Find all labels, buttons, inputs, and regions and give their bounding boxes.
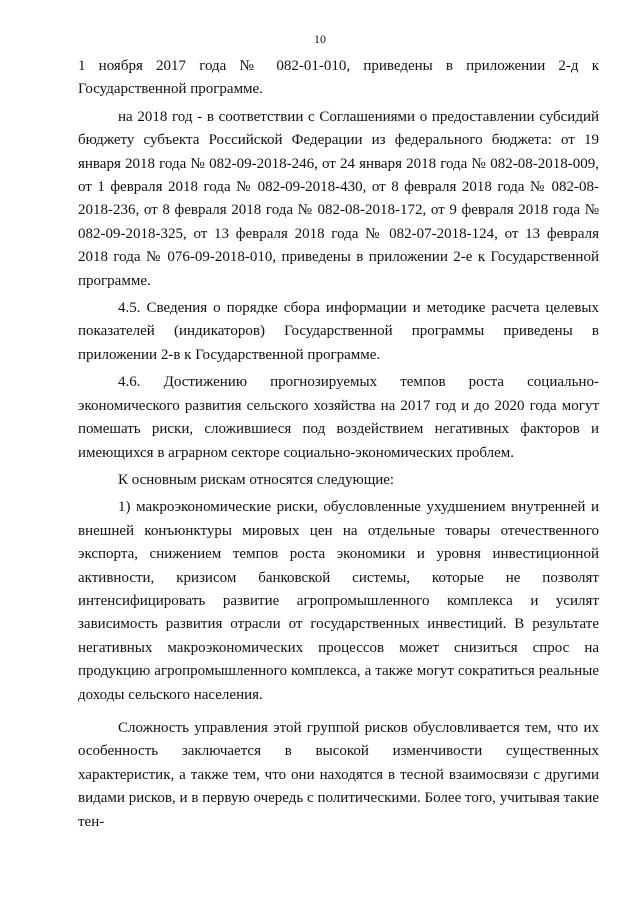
document-body: [78, 55, 599, 834]
paragraph-risk-management: Сложность управления этой группой рисков обусловливается тем, что их особенность заключается в высокой изменчивости существенных характеристик, а также тем, что они находятся в тесной взаимосвязи с другими видами рисков, и в первую очередь с политическими. Более того, учитывая такие тен-: [78, 719, 599, 830]
paragraph-4-5: 4.5. Сведения о порядке сбора информации и методике расчета целевых показателей (индикаторов) Государственной программы приведены в приложении 2-в к Государственной программе.: [78, 300, 599, 363]
paragraph-continuation: 1 ноября 2017 года № 082-01-010, приведены в приложении 2-д к Государственной программе.: [78, 58, 599, 98]
paragraph-main-risks: К основным рискам относятся следующие:: [118, 471, 395, 488]
paragraph-2018-agreements: на 2018 год - в соответствии с Соглашениями о предоставлении субсидий бюджету субъекта Российской Федерации из федерального бюджета: от 19 января 2018 года № 082-09-2018-246, от 24 января 2018 года № 082-08-2018-009, от 1 февраля 2018 года № 082-09-2018-430, от 8 февраля 2018 года № 082-08-2018-236, от 8 февраля 2018 года № 082-08-2018-172, от 9 февраля 2018 года № 082-09-2018-325, от 13 февраля 2018 года № 082-07-2018-124, от 13 февраля 2018 года № 076-09-2018-010, приведены в приложении 2-е к Государственной программе.: [78, 108, 599, 289]
paragraph-4-6: 4.6. Достижению прогнозируемых темпов роста социально-экономического развития сельского хозяйства на 2017 год и до 2020 года могут помешать риски, сложившиеся под воздействием негативных факторов и имеющихся в аграрном секторе социально-экономических проблем.: [78, 374, 599, 461]
paragraph-macroeconomic-risks: 1) макроэкономические риски, обусловленные ухудшением внутренней и внешней конъюнктуры мировых цен на отдельные товары отечественного экспорта, снижением темпов роста экономики и уровня инвестиционной активности, кризисом банковской системы, которые не позволят интенсифицировать развитие агропромышленного комплекса и усилят зависимость развития отрасли от государственных инвестиций. В результате негативных макроэкономических процессов может снизиться спрос на продукцию агропромышленного комплекса, а также могут сократиться реальные доходы сельского населения.: [78, 499, 599, 703]
page-number: 10: [314, 32, 326, 46]
